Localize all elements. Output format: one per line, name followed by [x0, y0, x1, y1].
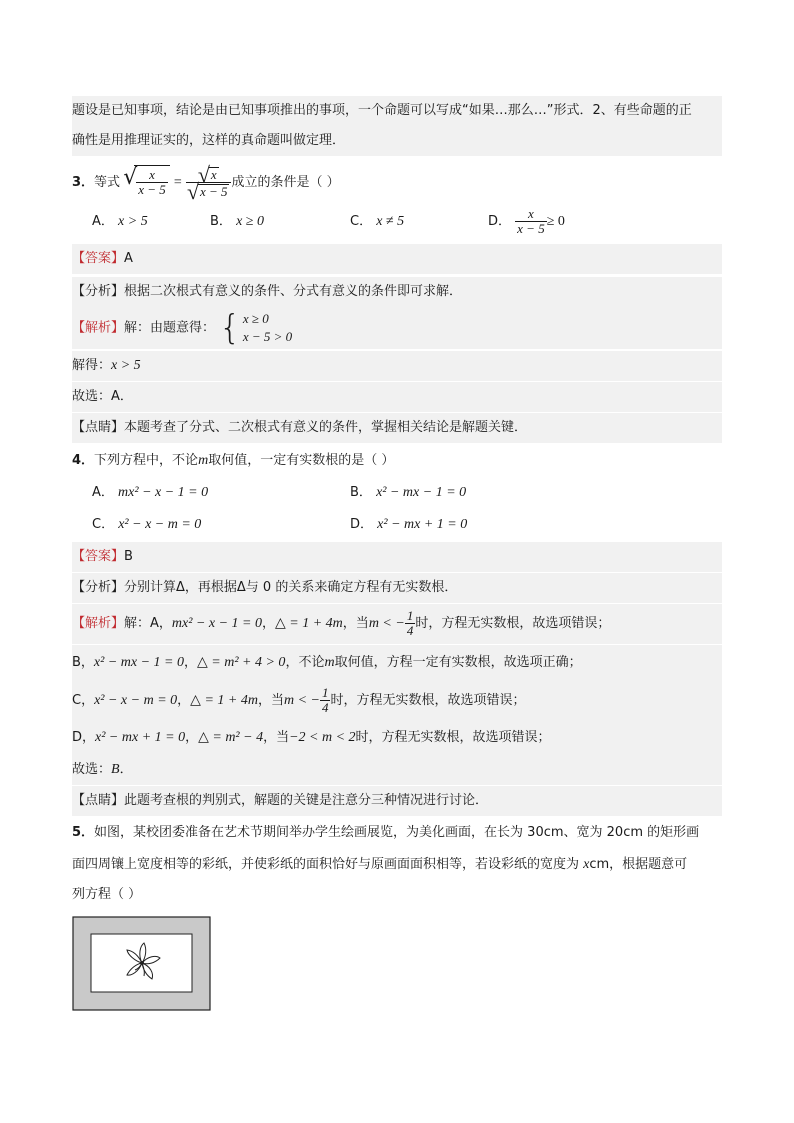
q4-analysis: 【分析】分别计算Δ，再根据Δ与 0 的关系来确定方程有无实数根．	[72, 573, 722, 603]
solution-tag: 【解析】	[72, 616, 125, 631]
inequality-system: { x ≥ 0 x − 5 > 0	[219, 307, 293, 348]
answer-tag: 【答案】	[72, 251, 125, 266]
q3-answer: 【答案】A	[72, 244, 722, 274]
framed-picture-figure	[72, 916, 212, 1012]
intro-line-2: 确性是用推理证实的，这样的真命题叫做定理．	[72, 126, 722, 156]
q3-option-b: B． x ≥ 0	[210, 214, 264, 229]
q4-option-a: A． mx² − x − 1 = 0	[92, 485, 209, 500]
fraction-of-roots: √ x √ x − 5	[186, 167, 232, 199]
comment-tag: 【点睛】	[72, 793, 125, 808]
q4-option-d: D． x² − mx + 1 = 0	[350, 517, 468, 532]
intro-line-1: 题设是已知事项，结论是由已知事项推出的事项，一个命题可以写成“如果…那么…”形式．2、有些命题的正	[72, 96, 722, 126]
q3-option-c: C． x ≠ 5	[350, 214, 405, 229]
q3-solution: 【解析】解：由题意得： { x ≥ 0 x − 5 > 0	[72, 307, 722, 349]
q4-answer: 【答案】B	[72, 542, 722, 572]
analysis-tag: 【分析】	[72, 580, 125, 595]
q4-solution-a: 【解析】解：A，mx² − x − 1 = 0，△ = 1 + 4m，当m < − $\frac{1}{4}$ 时，方程无实数根，故选项错误；	[72, 604, 722, 644]
answer-tag: 【答案】	[72, 549, 125, 564]
question-number: 5．	[72, 825, 95, 840]
q3-option-a: A． x > 5	[92, 214, 148, 229]
q3-option-d: D． $\frac{x}{x - 5}$ ≥ 0	[488, 206, 565, 236]
question-number: 4．	[72, 453, 95, 468]
analysis-tag: 【分析】	[72, 284, 125, 299]
sqrt-expression: √ $\frac{x}{x - 5}$	[124, 165, 170, 200]
q4-option-b: B． x² − mx − 1 = 0	[350, 485, 467, 500]
q3-solved: 解得：x > 5	[72, 351, 722, 381]
q4-comment: 【点睛】此题考查根的判别式，解题的关键是注意分三种情况进行讨论．	[72, 786, 722, 816]
question-3-stem: 3．等式 √ $\frac{x}{x - 5}$ = √ x √ x − 5 成立的条件是（ ）	[72, 165, 722, 199]
question-4-stem: 4．下列方程中，不论m取何值，一定有实数根的是（ ）	[72, 453, 395, 468]
question-5-line-1: 5．如图，某校团委准备在艺术节期间举办学生绘画展览，为美化画面，在长为 30cm、宽为 20cm 的矩形画	[72, 825, 700, 840]
question-number: 3．	[72, 175, 95, 190]
q4-solution-b: B，x² − mx − 1 = 0，△ = m² + 4 > 0，不论m取何值，方程一定有实数根，故选项正确；	[72, 645, 722, 681]
q3-analysis: 【分析】根据二次根式有意义的条件、分式有意义的条件即可求解．	[72, 277, 722, 307]
question-5-line-2: 面四周镶上宽度相等的彩纸，并使彩纸的面积恰好与原画面面积相等，若设彩纸的宽度为 xcm，根据题意可	[72, 857, 688, 872]
q4-choose: 故选：B．	[72, 755, 722, 785]
q4-solution-d: D，x² − mx + 1 = 0，△ = m² − 4，当−2 < m < 2时，方程无实数根，故选项错误；	[72, 721, 722, 755]
q4-option-c: C． x² − x − m = 0	[92, 517, 202, 532]
question-5-line-3: 列方程（ ）	[72, 887, 142, 902]
q3-choose: 故选：A．	[72, 382, 722, 412]
comment-tag: 【点睛】	[72, 420, 125, 435]
solution-tag: 【解析】	[72, 320, 125, 336]
q3-comment: 【点睛】本题考查了分式、二次根式有意义的条件，掌握相关结论是解题关键．	[72, 413, 722, 443]
q4-solution-c: C，x² − x − m = 0，△ = 1 + 4m，当m < − $\frac{1}{4}$ 时，方程无实数根，故选项错误；	[72, 681, 722, 721]
